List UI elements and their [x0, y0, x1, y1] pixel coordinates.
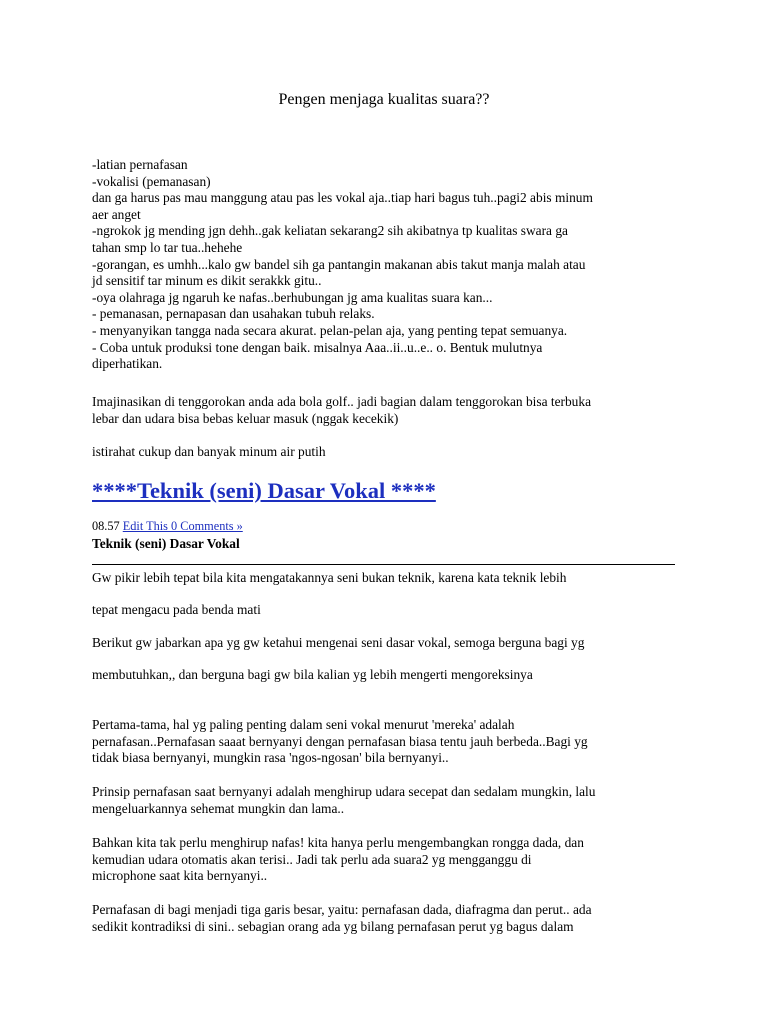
paragraph-line: kemudian udara otomatis akan terisi.. Jadi tak perlu ada suara2 yg mengganggu di — [92, 851, 532, 867]
section-heading — [92, 477, 436, 505]
paragraph-line: istirahat cukup dan banyak minum air putih — [92, 444, 326, 459]
breathing-paragraph-4 — [92, 902, 682, 935]
paragraph-line: pernafasan..Pernafasan saaat bernyanyi dengan pernafasan biasa tentu jauh berbeda..Bagi yg — [92, 733, 588, 749]
paragraph-line: microphone saat kita bernyanyi.. — [92, 868, 268, 884]
body-line-4 — [92, 667, 682, 684]
paragraph-line: Berikut gw jabarkan apa yg gw ketahui mengenai seni dasar vokal, semoga berguna bagi yg — [92, 635, 585, 650]
tip-line: -vokalisi (pemanasan) — [92, 173, 211, 189]
tip-line: -oya olahraga jg ngaruh ke nafas..berhubungan jg ama kualitas suara kan... — [92, 289, 493, 305]
paragraph-line: lebar dan udara bisa bebas keluar masuk (nggak kecekik) — [92, 410, 399, 426]
tip-line: jd sensitif tar minum es dikit serakkk gitu.. — [92, 273, 322, 289]
tip-line: -latian pernafasan — [92, 157, 188, 172]
tip-line: -ngrokok jg mending jgn dehh..gak keliatan sekarang2 sih akibatnya tp kualitas swara ga — [92, 223, 568, 239]
tip-line: tahan smp lo tar tua..hehehe — [92, 239, 243, 255]
paragraph-line: tidak biasa bernyanyi, mungkin rasa 'ngos-ngosan' bila bernyanyi.. — [92, 750, 449, 766]
breathing-paragraph-2 — [92, 784, 682, 817]
breathing-paragraph-1 — [92, 717, 682, 767]
paragraph-line: Bahkan kita tak perlu menghirup nafas! kita hanya perlu mengembangkan rongga dada, dan — [92, 835, 584, 850]
paragraph-line: Pertama-tama, hal yg paling penting dalam seni vokal menurut 'mereka' adalah — [92, 717, 515, 732]
paragraph-line: sedikit kontradiksi di sini.. sebagian orang ada yg bilang pernafasan perut yg bagus dalam — [92, 918, 574, 934]
tip-line: aer anget — [92, 206, 141, 222]
divider — [92, 564, 675, 565]
tip-line: - Coba untuk produksi tone dengan baik. misalnya Aaa..ii..u..e.. o. Bentuk mulutnya — [92, 339, 543, 355]
paragraph-line: Gw pikir lebih tepat bila kita mengatakannya seni bukan teknik, karena kata teknik lebih — [92, 570, 567, 585]
tips-list — [92, 157, 682, 373]
section-heading-link[interactable]: ****Teknik (seni) Dasar Vokal **** — [92, 478, 436, 503]
body-line-2 — [92, 602, 682, 619]
body-line-3 — [92, 635, 682, 652]
paragraph-line: Prinsip pernafasan saat bernyanyi adalah menghirup udara secepat dan sedalam mungkin, lalu — [92, 784, 596, 799]
tip-line: - menyanyikan tangga nada secara akurat. pelan-pelan aja, yang penting tepat semuanya. — [92, 322, 568, 338]
golf-paragraph — [92, 394, 682, 427]
document-title: Pengen menjaga kualitas suara?? — [278, 91, 490, 108]
body-line-1 — [92, 570, 682, 587]
paragraph-line: Pernafasan di bagi menjadi tiga garis besar, yaitu: pernafasan dada, diafragma dan perut.. ada — [92, 902, 592, 917]
rest-paragraph — [92, 444, 682, 461]
post-meta — [92, 519, 243, 534]
tip-line: dan ga harus pas mau manggung atau pas les vokal aja..tiap hari bagus tuh..pagi2 abis minum — [92, 190, 593, 206]
tip-line: -gorangan, es umhh...kalo gw bandel sih ga pantangin makanan abis takut manja malah atau — [92, 256, 586, 272]
tip-line: - pemanasan, pernapasan dan usahakan tubuh relaks. — [92, 306, 375, 322]
paragraph-line: tepat mengacu pada benda mati — [92, 602, 261, 617]
edit-comments-link[interactable]: Edit This 0 Comments » — [122, 519, 243, 533]
paragraph-line: membutuhkan,, dan berguna bagi gw bila kalian yg lebih mengerti mengoreksinya — [92, 667, 533, 682]
breathing-paragraph-3 — [92, 835, 682, 885]
paragraph-line: mengeluarkannya sehemat mungkin dan lama.. — [92, 800, 345, 816]
tip-line: diperhatikan. — [92, 356, 163, 372]
paragraph-line: Imajinasikan di tenggorokan anda ada bola golf.. jadi bagian dalam tenggorokan bisa terbuka — [92, 394, 592, 409]
post-subheading: Teknik (seni) Dasar Vokal — [92, 536, 240, 551]
post-time: 08.57 — [92, 519, 120, 533]
